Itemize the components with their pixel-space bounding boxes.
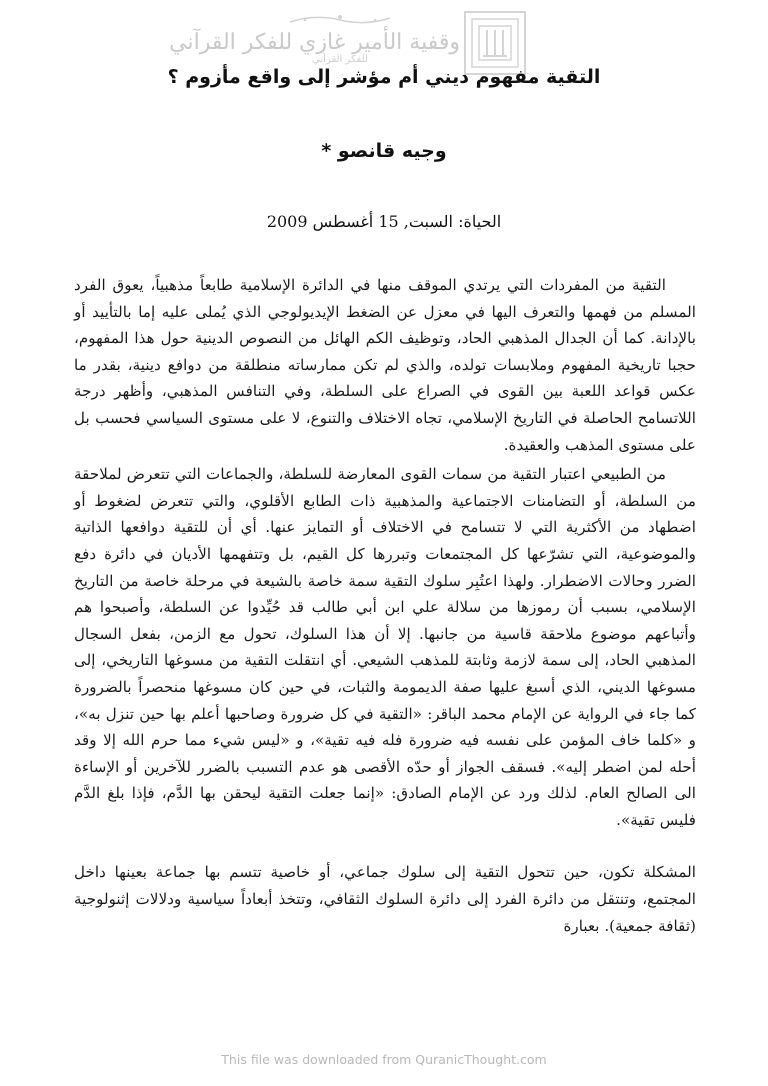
article-title: التقية مفهوم ديني أم مؤشر إلى واقع مأزوم ؟	[167, 66, 601, 88]
logo-caption: للفكر القرآني	[312, 54, 368, 65]
body-paragraph-1: التقية من المفردات التي يرتدي الموقف منها في الدائرة الإسلامية طابعاً مذهبياً، يعوق الفرد المسلم من فهمها والتعرف اليها في معزل عن الضغط الإيديولوجي الذي يُملى عليه إما بالتأييد أو بالإدانة. كما أن الجدال المذهبي الحاد، وتوظيف الكم الهائل من النصوص الدينية حول هذا المفهوم، حجبا تاريخية المفهوم وملابسات تولده، والذي لم تكن ممارساته منطلقة من دوافع دينية، بقدر ما عكس قواعد اللعبة بين القوى في الصراع على السلطة، وفي التنافس المذهبي، وأظهر درجة اللاتسامح الحاصلة في التاريخ الإسلامي، تجاه الاختلاف والتنوع، لا على مستوى السياسي فحسب بل على مستوى المذهب والعقيدة.	[74, 276, 696, 454]
body-paragraph-3: المشكلة تكون، حين تتحول التقية إلى سلوك جماعي، أو خاصية تتسم بها جماعة بعينها داخل المجتمع، وتنتقل من دائرة الفرد إلى دائرة السلوك الثقافي، وتتخذ أبعاداً سياسية ودلالات إثنولوجية (ثقافة جمعية). بعبارة	[74, 863, 696, 935]
article-body	[74, 272, 696, 939]
body-paragraph-2: من الطبيعي اعتبار التقية من سمات القوى المعارضة للسلطة، والجماعات التي تتعرض لملاحقة من السلطة، أو التضامنات الاجتماعية والمذهبية ذات الطابع الأقلوي، والتي تتعرض لضغوط أو اضطهاد من الأكثرية التي لا تتسامح في الاختلاف أو التمايز عنها. أي أن للتقية دوافعها الذاتية والموضوعية، التي تشرّعها كل المجتمعات وتبررها كل القيم، بل وتتفهمها الأديان في دائرة دفع الضرر وحالات الاضطرار. ولهذا اعتُبِر سلوك التقية سمة خاصة بالشيعة في مرحلة خاصة من التاريخ الإسلامي، بسبب أن رموزها من سلالة علي ابن أبي طالب قد حُيِّدوا عن السلطة، وأصبحوا هم وأتباعهم موضوع ملاحقة قاسية من جانبها. إلا أن هذا السلوك، تحول مع الزمن، بفعل السجال المذهبي الحاد، إلى سمة لازمة وثابتة للمذهب الشيعي. أي انتقلت التقية من مسوغها التاريخي، إلى مسوغها الديني، الذي أسبغ عليها صفة الديمومة والثبات، في حين كان مسوغها منحصراً بالضرورة كما جاء في الرواية عن الإمام محمد الباقر: «التقية في كل ضرورة وصاحبها أعلم بها حين تنزل به»، و «كلما خاف المؤمن على نفسه فيه ضرورة فله فيه تقية»، و «ليس شيء مما حرم الله إلا وقد أحله لمن اضطر إليه». فسقف الجواز أو حدّه الأقصى هو عدم التسبب بالضرر للآخرين أو الإساءة الى الصالح العام. لذلك ورد عن الإمام الصادق: «إنما جعلت التقية ليحقن بها الدَّم، فإذا بلغ الدَّم فليس تقية».	[74, 465, 696, 829]
download-footer: This file was downloaded from QuranicThought.com	[221, 1052, 547, 1067]
logo-text: وقفية الأمير غازي للفكر القرآني	[169, 30, 460, 55]
article-dateline: الحياة: السبت, 15 أغسطس 2009	[266, 212, 502, 231]
article-author: وجيه قانصو *	[321, 140, 447, 162]
logo-ornament-icon	[285, 12, 395, 26]
